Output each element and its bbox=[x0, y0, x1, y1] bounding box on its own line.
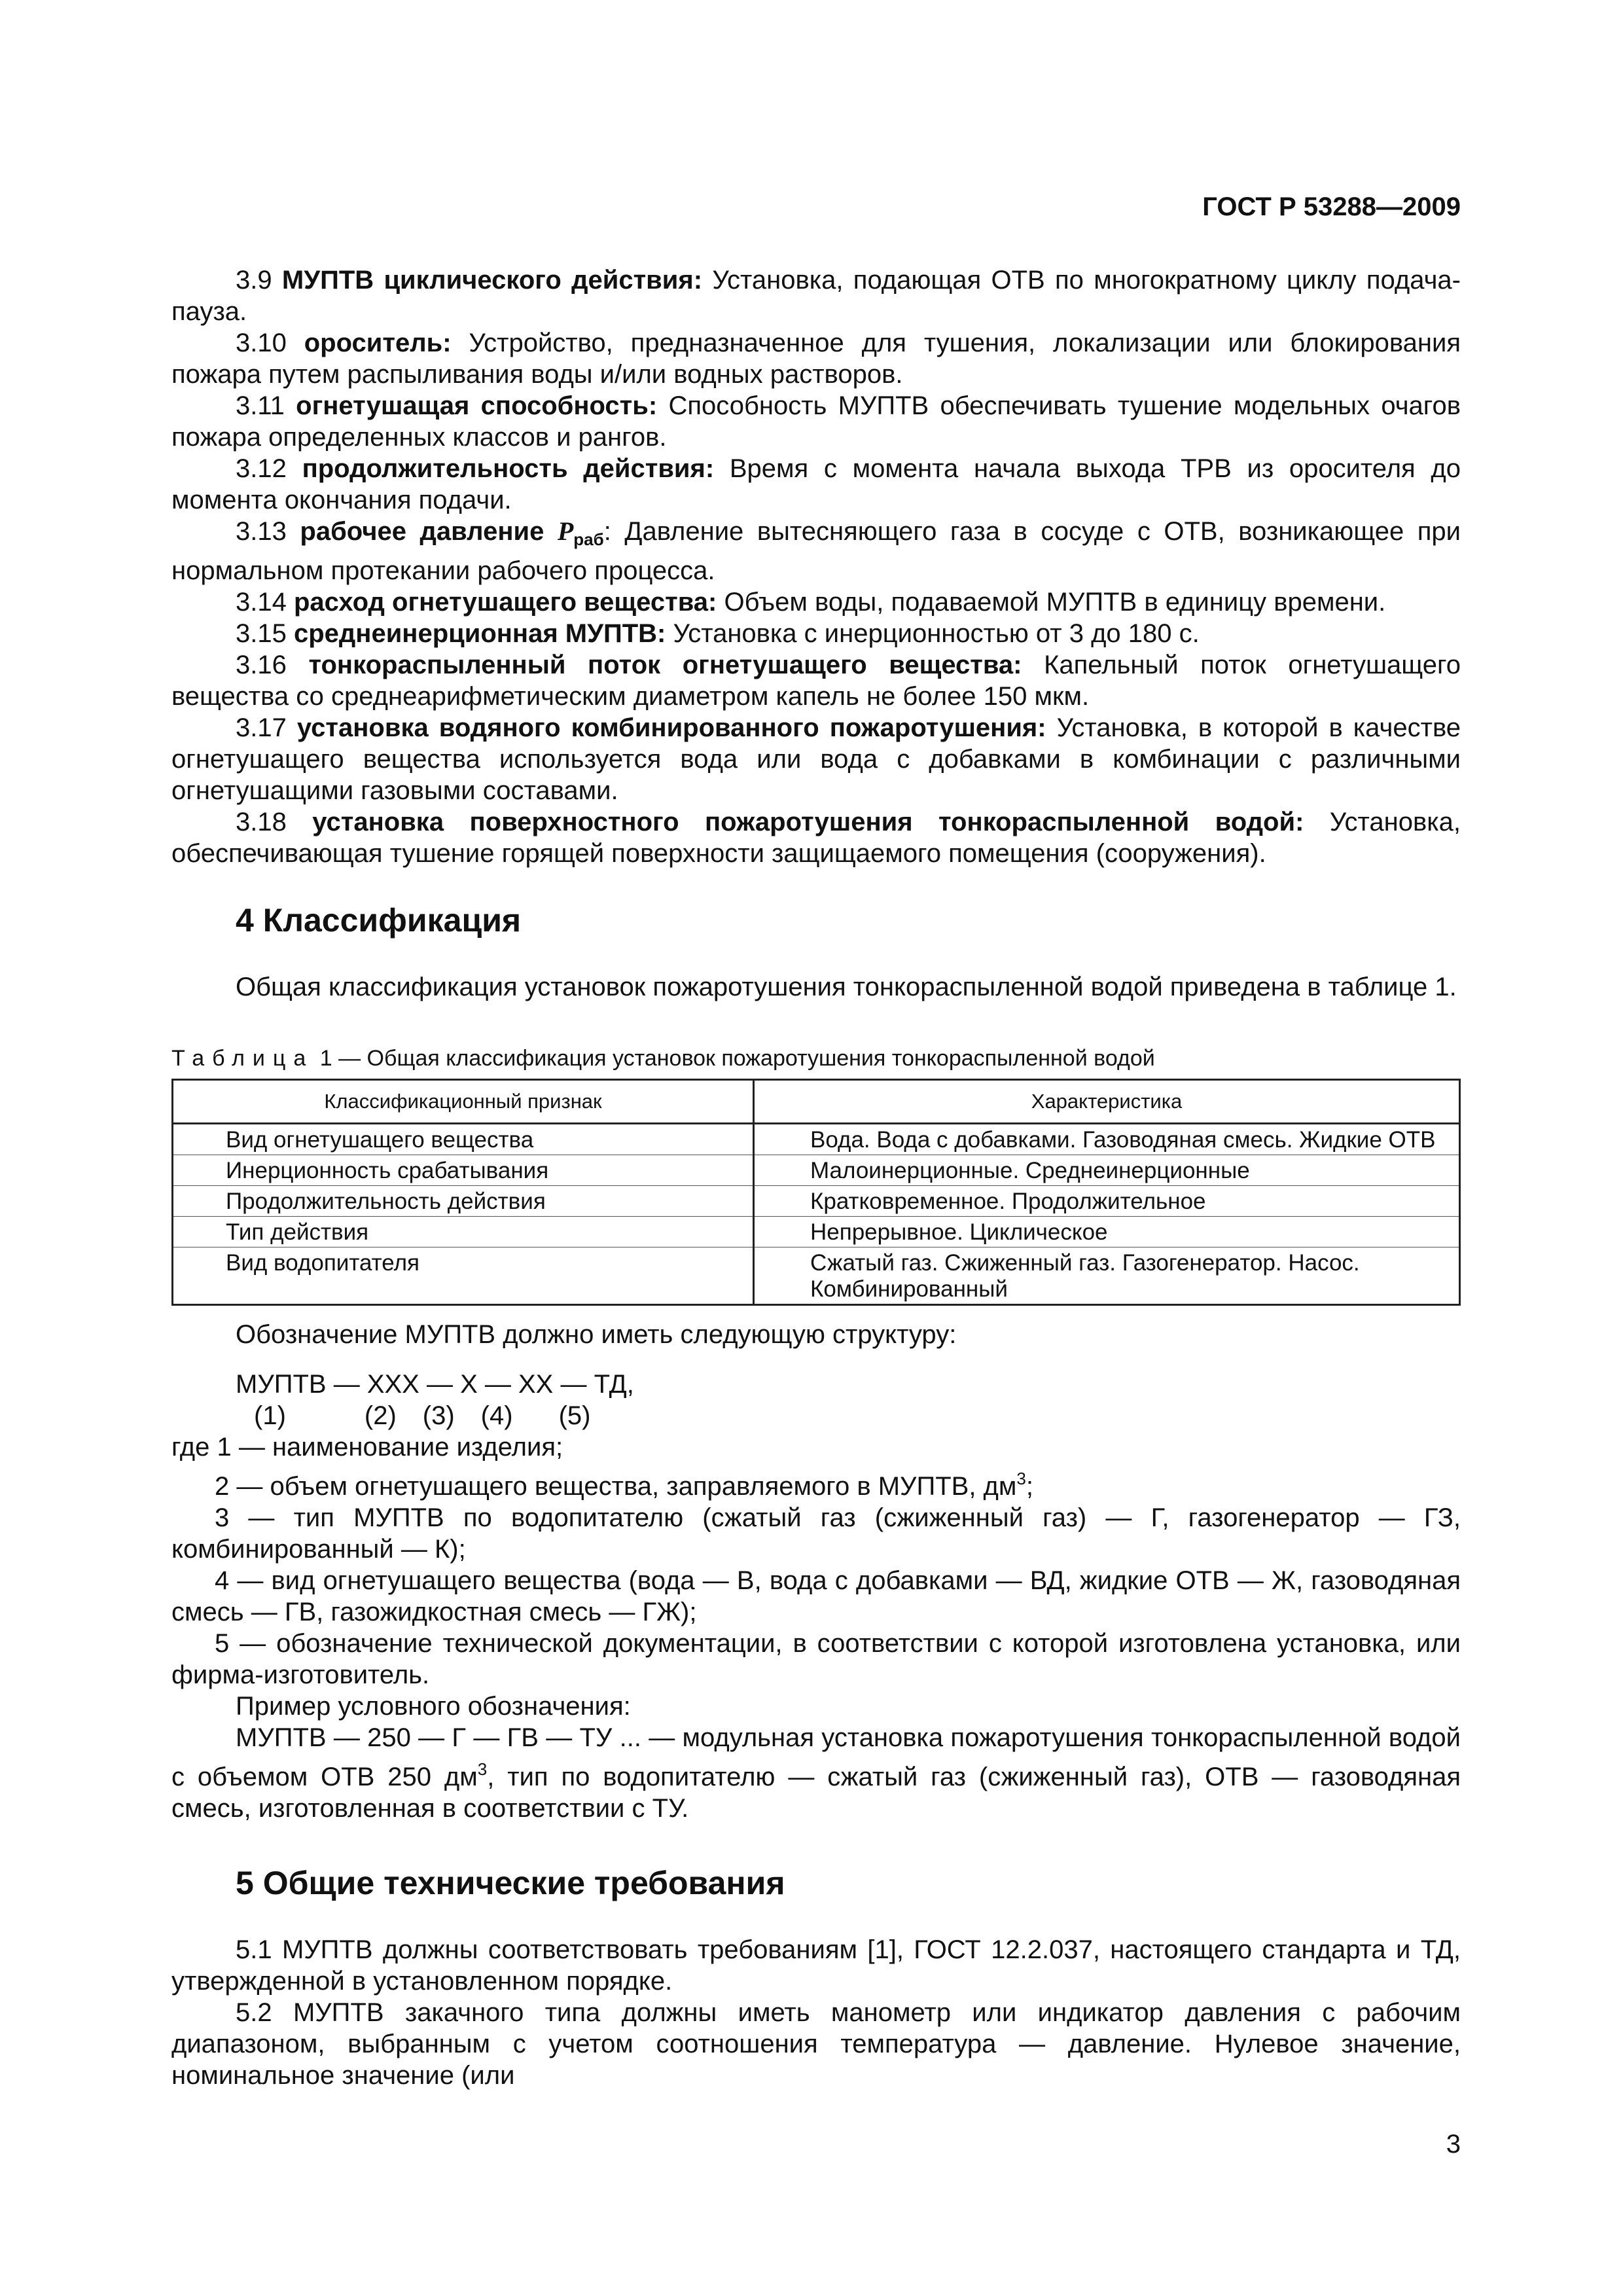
table-row bbox=[173, 1186, 1460, 1217]
legend-item-5: 5 — обозначение технической документации, в соответствии с которой изготовлена установка, или фирма-изготовитель. bbox=[171, 1629, 1461, 1689]
definition-3-17: 3.17 установка водяного комбинированного пожаротушения: Установка, в которой в качестве огнетушащего вещества используется вода или вода с добавками в комбинации с различными огнетушащими газовыми составами. bbox=[171, 713, 1461, 805]
table-cell: Тип действия bbox=[173, 1217, 754, 1247]
classification-table bbox=[171, 1079, 1461, 1306]
legend-item-1: где 1 — наименование изделия; bbox=[171, 1433, 563, 1462]
table-cell: Вид водопитателя bbox=[173, 1247, 754, 1305]
table-cell: Продолжительность действия bbox=[173, 1186, 754, 1217]
formula-numbers bbox=[236, 1400, 1461, 1431]
table-cell: Малоинерционные. Среднеинерционные bbox=[754, 1155, 1460, 1186]
definition-3-11: 3.11 огнетушащая способность: Способность МУПТВ обеспечивать тушение модельных очагов пожара определенных классов и рангов. bbox=[171, 391, 1461, 452]
symbol-p: P bbox=[557, 516, 574, 546]
clause-5-1: 5.1 МУПТВ должны соответствовать требованиям [1], ГОСТ 12.2.037, настоящего стандарта и ТД, утвержденной в установленном порядке. bbox=[171, 1935, 1461, 1996]
section-5-heading: 5 Общие технические требования bbox=[236, 1865, 785, 1901]
page-number: 3 bbox=[1446, 2130, 1461, 2159]
formula-number: (3) bbox=[422, 1401, 455, 1430]
definition-3-10: 3.10 ороситель: Устройство, предназначенное для тушения, локализации или блокирования пожара путем распыливания воды и/или водных растворов. bbox=[171, 329, 1461, 389]
table-header-characteristic: Характеристика bbox=[754, 1080, 1460, 1124]
definition-3-14: 3.14 расход огнетушащего вещества: Объем воды, подаваемой МУПТВ в единицу времени. bbox=[236, 588, 1386, 617]
table-row bbox=[173, 1155, 1460, 1186]
formula-number: (4) bbox=[480, 1401, 513, 1430]
legend-item-2: 2 — объем огнетушащего вещества, заправляемого в МУПТВ, $дм^3$; bbox=[215, 1469, 1033, 1501]
table-cell: Сжатый газ. Сжиженный газ. Газогенератор. Насос. Комбинированный bbox=[754, 1247, 1460, 1305]
designation-formula bbox=[171, 1369, 1461, 1431]
symbol-subscript: раб bbox=[573, 529, 604, 549]
definition-3-15: 3.15 среднеинерционная МУПТВ: Установка с инерционностью от 3 до 180 с. bbox=[236, 619, 1200, 648]
table-header-row bbox=[173, 1080, 1460, 1124]
formula-text: МУПТВ — ХХХ — Х — ХХ — ТД, bbox=[236, 1370, 634, 1399]
table-row bbox=[173, 1217, 1460, 1247]
legend-item-4: 4 — вид огнетушащего вещества (вода — В, вода с добавками — ВД, жидкие ОТВ — Ж, газоводяная смесь — ГВ, газожидкостная смесь — ГЖ); bbox=[171, 1566, 1461, 1626]
example-label: Пример условного обозначения: bbox=[236, 1692, 631, 1721]
section-4-heading: 4 Классификация bbox=[236, 902, 522, 939]
section-4-intro: Общая классификация установок пожаротушения тонкораспыленной водой приведена в таблице 1. bbox=[236, 973, 1457, 1001]
formula-number: (2) bbox=[364, 1401, 397, 1430]
standard-designation: ГОСТ Р 53288—2009 bbox=[1202, 192, 1461, 221]
formula-number: (5) bbox=[558, 1401, 591, 1430]
structure-intro: Обозначение МУПТВ должно иметь следующую структуру: bbox=[236, 1320, 957, 1349]
table-row bbox=[173, 1124, 1460, 1155]
definition-3-12: 3.12 продолжительность действия: Время с момента начала выхода ТРВ из оросителя до момента окончания подачи. bbox=[171, 454, 1461, 514]
table-row bbox=[173, 1247, 1460, 1305]
table-cell: Вода. Вода с добавками. Газоводяная смесь. Жидкие ОТВ bbox=[754, 1124, 1460, 1155]
table-header-feature: Классификационный признак bbox=[173, 1080, 754, 1124]
content bbox=[171, 264, 1461, 2091]
table-cell: Инерционность срабатывания bbox=[173, 1155, 754, 1186]
legend-item-3: 3 — тип МУПТВ по водопитателю (сжатый газ (сжиженный газ) — Г, газогенератор — ГЗ, комбинированный — К); bbox=[171, 1503, 1461, 1564]
table-caption: Таблица 1 — Общая классификация установок пожаротушения тонкораспыленной водой bbox=[171, 1046, 1155, 1071]
clause-5-2: 5.2 МУПТВ закачного типа должны иметь манометр или индикатор давления с рабочим диапазоном, выбранным с учетом соотношения температура — давление. Нулевое значение, номинальное значение (или bbox=[171, 1998, 1461, 2090]
definition-3-9: 3.9 МУПТВ циклического действия: Установка, подающая ОТВ по многократному циклу подача-пауза. bbox=[171, 266, 1461, 326]
definition-3-18: 3.18 установка поверхностного пожаротушения тонкораспыленной водой: Установка, обеспечивающая тушение горящей поверхности защищаемого помещения (сооружения). bbox=[171, 808, 1461, 868]
formula-number: (1) bbox=[254, 1401, 286, 1430]
table-cell: Кратковременное. Продолжительное bbox=[754, 1186, 1460, 1217]
example-text: МУПТВ — 250 — Г — ГВ — ТУ ... — модульная установка пожаротушения тонкораспыленной водой с объемом ОТВ 250 $дм^3$, тип по водопитателю — сжатый газ (сжиженный газ), ОТВ — газоводяная смесь, изготовленная в соответствии с ТУ. bbox=[171, 1723, 1461, 1823]
definition-3-13: 3.13 рабочее давление $P_{раб}$: Давление вытесняющего газа в сосуде с ОТВ, возникающее при нормальном протекании рабочего процесса. bbox=[171, 516, 1461, 585]
table-cell: Непрерывное. Циклическое bbox=[754, 1217, 1460, 1247]
table-cell: Вид огнетушащего вещества bbox=[173, 1124, 754, 1155]
definition-3-16: 3.16 тонкораспыленный поток огнетушащего вещества: Капельный поток огнетушащего вещества со среднеарифметическим диаметром капель не более 150 мкм. bbox=[171, 651, 1461, 711]
